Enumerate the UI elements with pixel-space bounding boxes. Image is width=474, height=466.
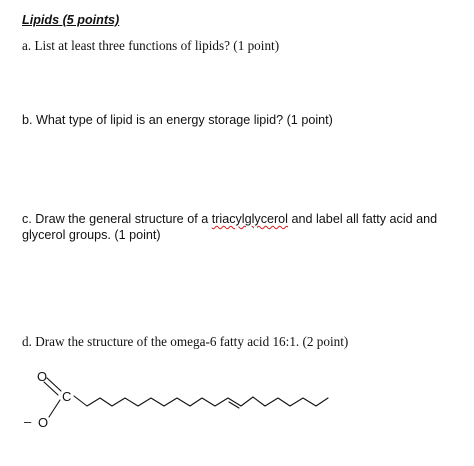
spellcheck-word-triacylglycerol: triacylglycerol	[211, 212, 288, 226]
carboxylate-oxygen-label: O	[38, 415, 49, 430]
negative-charge-label: –	[24, 414, 32, 429]
carbonyl-bond-1	[47, 378, 61, 391]
question-c-text-end: and label all fatty acid and glycerol groups. (1 point)	[22, 212, 438, 242]
question-c-text-start: c. Draw the general structure of a	[22, 212, 212, 226]
section-title: Lipids (5 points)	[22, 13, 120, 27]
carbonyl-oxygen-label: O	[37, 369, 48, 384]
question-a: a. List at least three functions of lipids? (1 point)	[22, 38, 280, 53]
omega-6-fatty-acid-structure	[20, 364, 340, 444]
question-c	[22, 211, 467, 243]
question-d: d. Draw the structure of the omega-6 fatty acid 16:1. (2 point)	[22, 334, 349, 349]
alkene-double-bond	[229, 402, 239, 408]
carboxyl-carbon-label: C	[62, 389, 72, 404]
carboxylate-bond	[49, 400, 60, 417]
question-b: b. What type of lipid is an energy storage lipid? (1 point)	[22, 113, 333, 127]
carbon-chain	[74, 396, 328, 406]
